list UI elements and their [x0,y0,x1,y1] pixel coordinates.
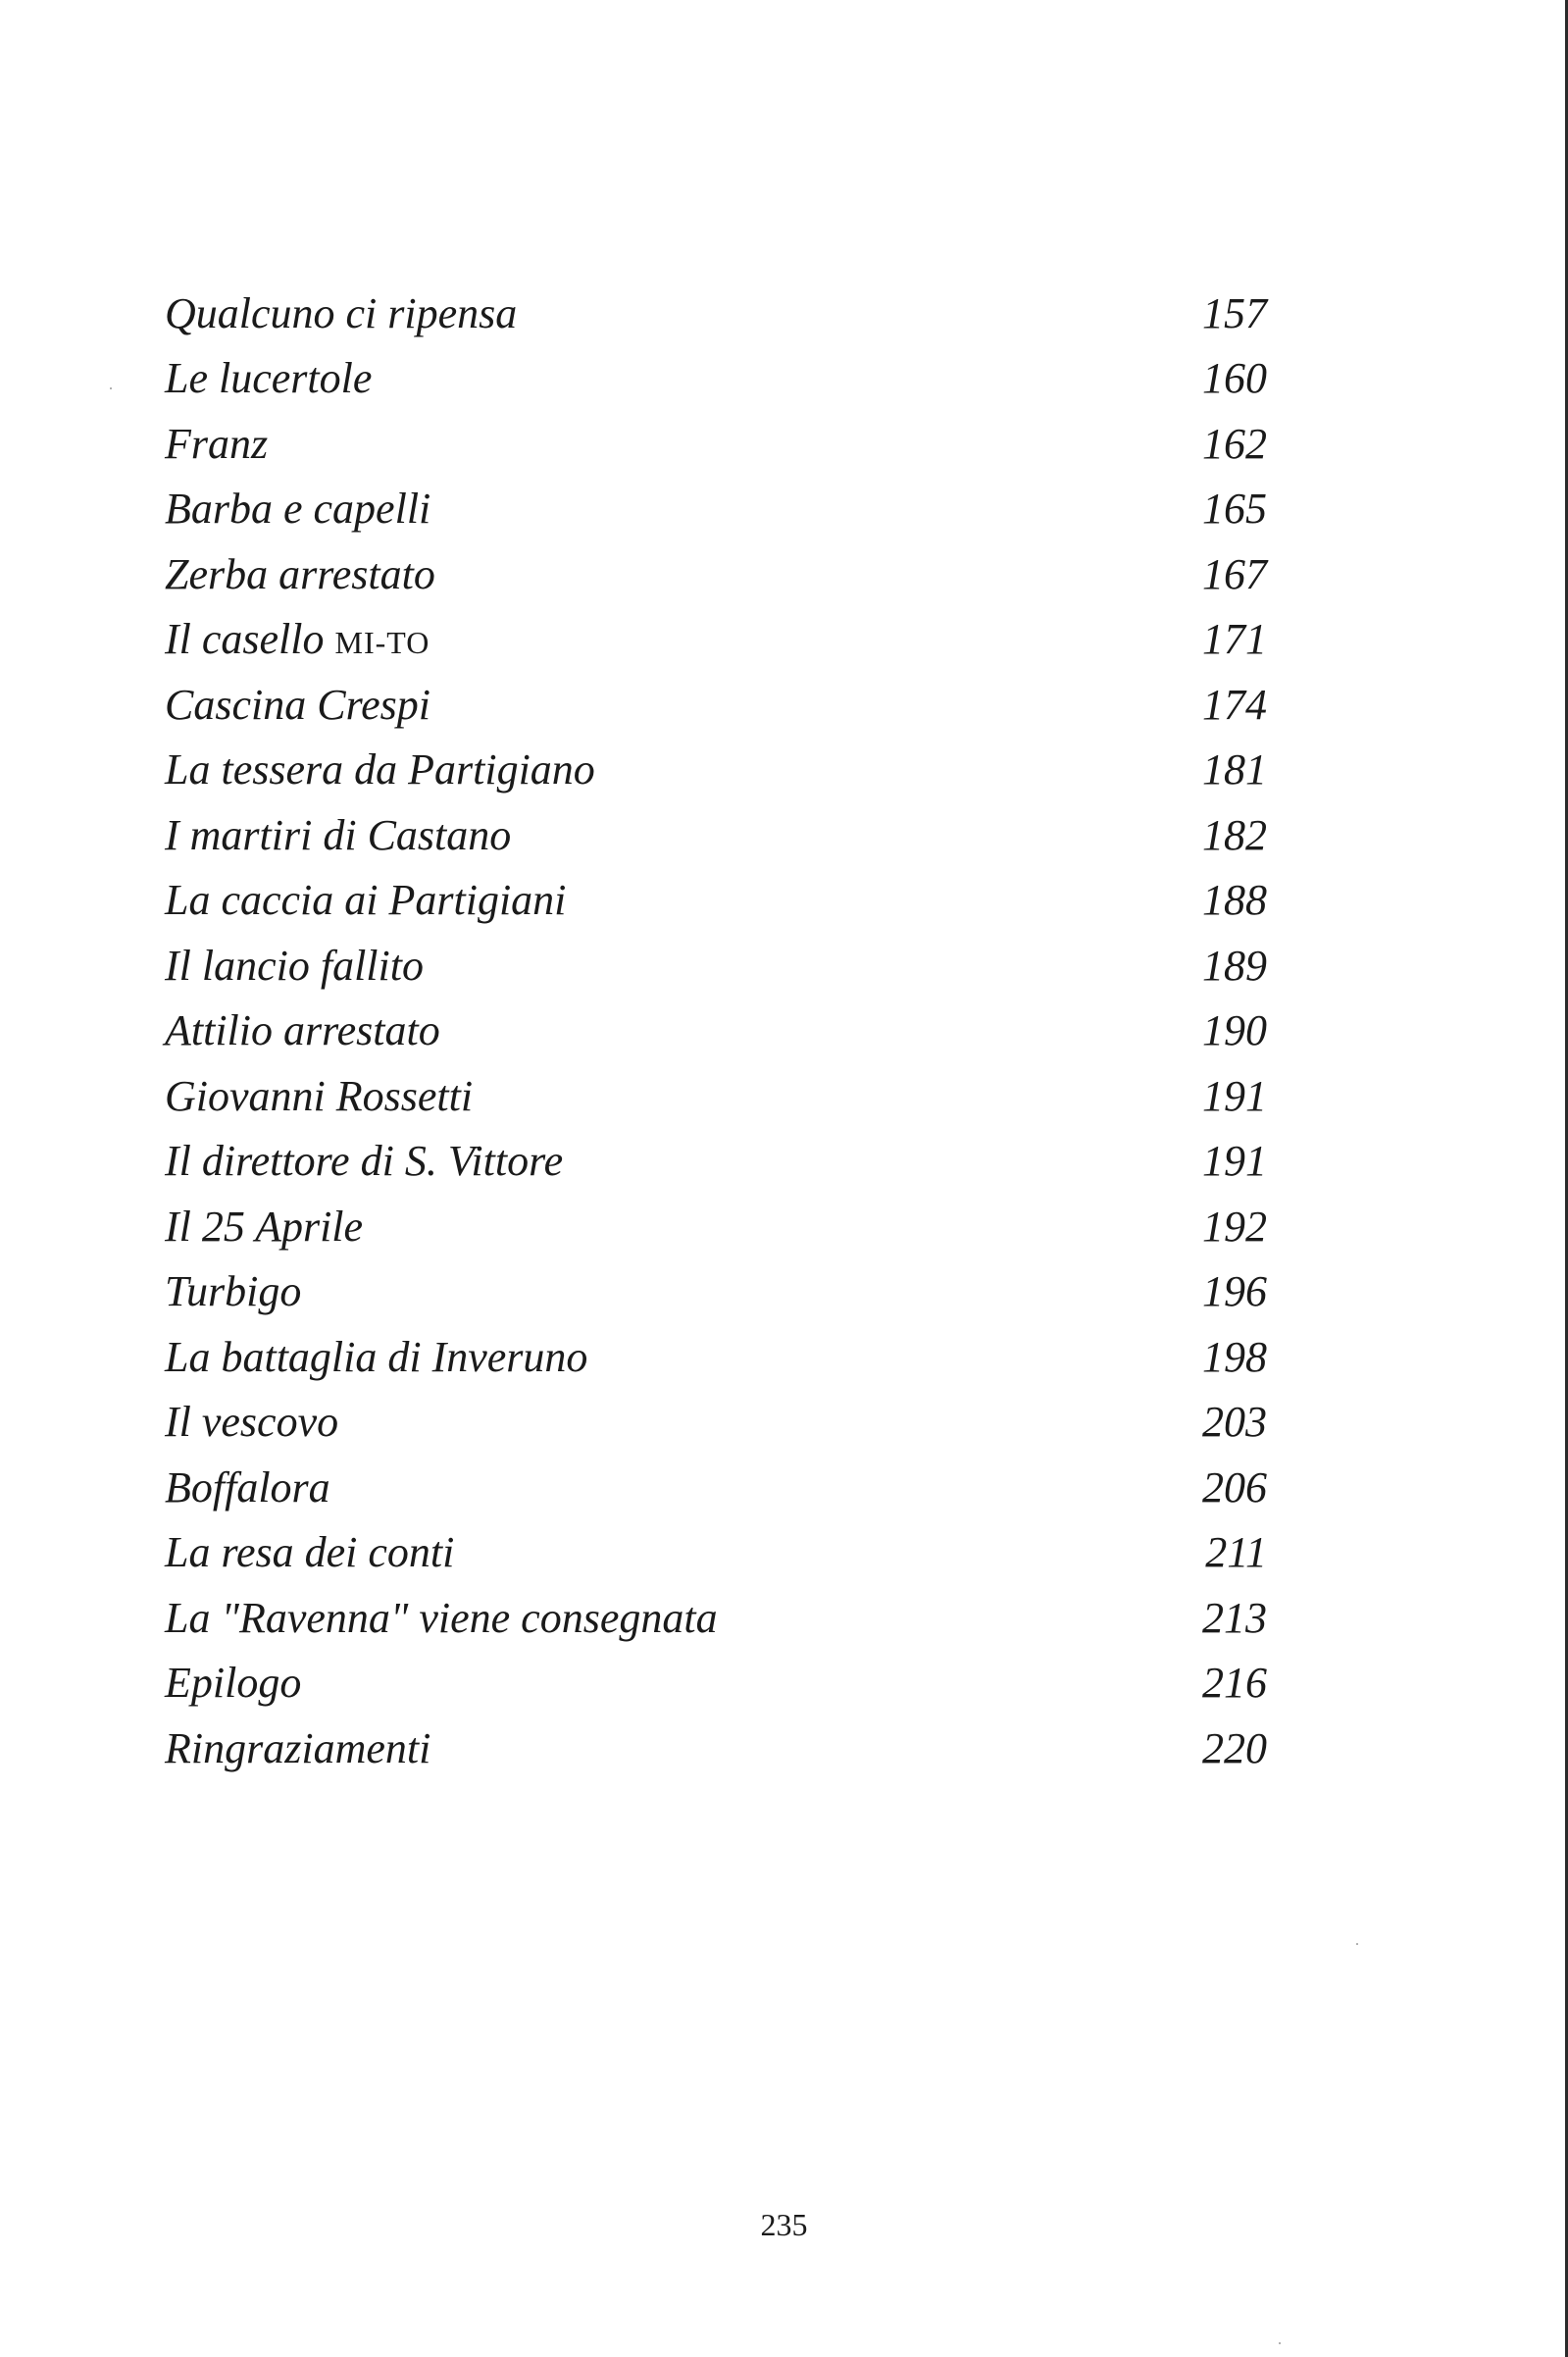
toc-entry-title: Zerba arrestato [165,549,435,598]
toc-entry [165,346,1267,412]
toc-entry-title: La "Ravenna" viene consegnata [165,1593,718,1642]
toc-entry-title-main: Il casello [165,615,335,664]
toc-entry-page: 162 [1202,419,1267,468]
toc-entry-title: La resa dei conti [165,1528,455,1577]
toc-entry [165,477,1267,542]
toc-entry [165,607,1267,673]
toc-entry [165,1716,1267,1781]
toc-entry-page: 213 [1202,1593,1267,1642]
toc-entry-title [165,614,430,664]
toc-entry-page: 191 [1202,1071,1267,1120]
toc-entry-title: Franz [165,419,269,468]
toc-entry [165,1324,1267,1390]
toc-entry-title: Qualcuno ci ripensa [165,288,518,337]
toc-entry-title: Il 25 Aprile [165,1202,364,1251]
toc-entry-title: I martiri di Castano [165,810,512,859]
toc-entry-page: 220 [1202,1723,1267,1772]
toc-entry-page: 196 [1202,1267,1267,1316]
toc-entry-title: La caccia ai Partigiani [165,876,567,925]
toc-entry [165,868,1267,934]
scan-speck [1356,1943,1358,1945]
toc-entry [165,999,1267,1064]
toc-entry-title-smallcaps: MI-TO [334,625,430,661]
toc-entry-title: Giovanni Rossetti [165,1071,474,1120]
toc-entry [165,541,1267,607]
toc-entry-page: 171 [1202,615,1267,664]
page-number: 235 [760,2207,808,2242]
toc-entry [165,1585,1267,1651]
scan-speck [110,387,112,389]
toc-entry-title: Boffalora [165,1462,330,1512]
toc-entry-title: Il vescovo [165,1398,339,1447]
toc-entry-title: Barba e capelli [165,485,431,534]
table-of-contents [165,281,1267,1781]
toc-entry-page: 191 [1202,1137,1267,1186]
toc-entry-title: Le lucertole [165,354,373,403]
toc-entry-page: 188 [1202,876,1267,925]
toc-entry [165,672,1267,738]
toc-entry [165,933,1267,999]
toc-entry-title: Cascina Crespi [165,680,430,729]
toc-entry-title: La battaglia di Inveruno [165,1332,588,1381]
toc-entry [165,1390,1267,1456]
toc-entry-title: Il direttore di S. Vittore [165,1137,564,1186]
toc-entry-page: 192 [1202,1202,1267,1251]
toc-entry-title: Turbigo [165,1267,302,1316]
toc-entry-title: Epilogo [165,1659,302,1708]
toc-entry-page: 167 [1202,549,1267,598]
toc-entry-title: Ringraziamenti [165,1723,431,1772]
toc-entry-page: 181 [1202,745,1267,794]
toc-entry [165,1651,1267,1717]
toc-entry-page: 190 [1202,1006,1267,1055]
toc-entry [165,1520,1267,1586]
toc-entry-page: 165 [1202,485,1267,534]
toc-entry [165,1259,1267,1325]
toc-entry [165,411,1267,477]
toc-entry-page: 174 [1202,680,1267,729]
toc-entry-page: 160 [1202,354,1267,403]
toc-entry-page: 157 [1202,288,1267,337]
toc-entry-title: Attilio arrestato [165,1006,440,1055]
toc-entry-page: 216 [1202,1659,1267,1708]
scan-speck [1279,2342,1281,2344]
toc-entry [165,1063,1267,1129]
toc-entry [165,802,1267,868]
toc-entry-page: 203 [1202,1398,1267,1447]
toc-entry-page: 198 [1202,1332,1267,1381]
toc-entry [165,1129,1267,1195]
toc-entry-page: 189 [1202,941,1267,990]
toc-entry-title: La tessera da Partigiano [165,745,595,794]
toc-entry [165,738,1267,803]
toc-entry-page: 206 [1202,1462,1267,1512]
toc-entry [165,1455,1267,1520]
toc-entry-page: 182 [1202,810,1267,859]
toc-entry-title: Il lancio fallito [165,941,424,990]
toc-entry [165,1194,1267,1259]
toc-entry-page: 211 [1205,1528,1267,1577]
toc-entry [165,281,1267,346]
